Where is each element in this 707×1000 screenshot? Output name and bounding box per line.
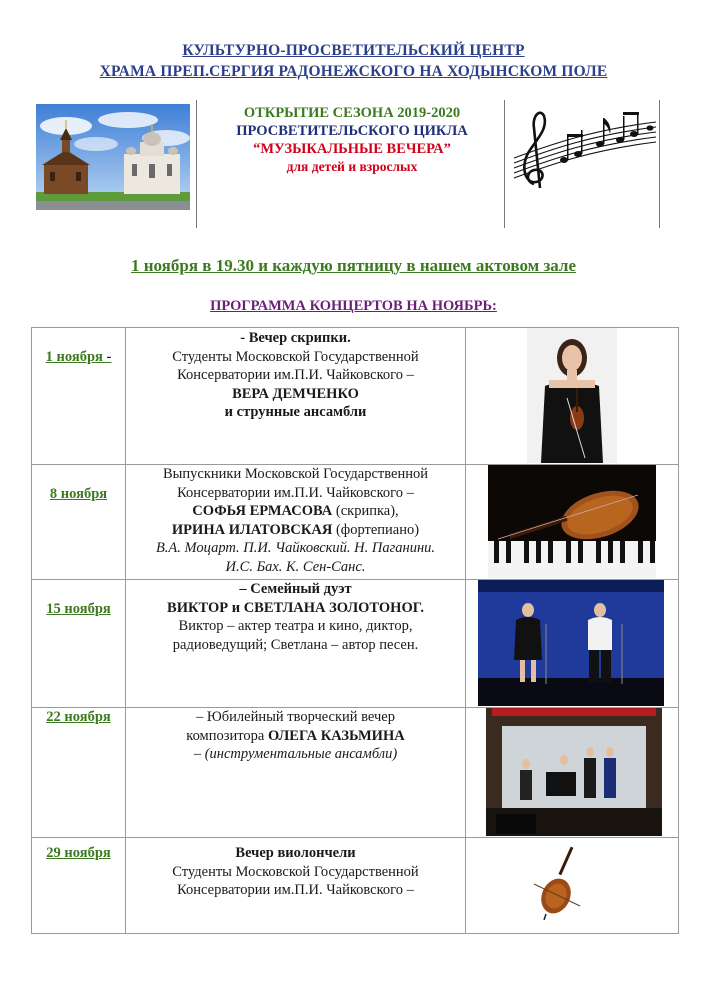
season-opening: ОТКРЫТИЕ СЕЗОНА 2019-2020 [243, 105, 461, 121]
performer-name: ОЛЕГА КАЗЬМИНА [267, 727, 405, 744]
season-announcement [202, 104, 502, 176]
concert-date: 1 ноября [45, 349, 103, 365]
concert-line: Студенты Московской Государственной [172, 863, 419, 880]
concert-line: радиоведущий; Светлана – автор песен. [172, 636, 419, 653]
musical-evenings: “МУЗЫКАЛЬНЫЕ ВЕЧЕРА” [253, 141, 451, 157]
concert-line: Консерватории им.П.И. Чайковского – [177, 882, 414, 898]
schedule-line: 1 ноября в 19.30 и каждую пятницу в нашем актовом зале [130, 256, 577, 275]
concert-title: - Вечер скрипки. [240, 330, 351, 346]
concert-program-table [31, 327, 679, 934]
table-row [32, 328, 679, 465]
composers: И.С. Бах. К. Сен-Санс. [225, 558, 366, 575]
concert-line: – Юбилейный творческий вечер [196, 709, 395, 725]
ensemble-stage-photo [486, 708, 662, 836]
banner-divider [659, 100, 660, 228]
concert-date: 8 ноября [49, 486, 108, 502]
performer-name: ИРИНА ИЛАТОВСКАЯ [171, 521, 333, 538]
concert-line: – (инструментальные ансамбли) [193, 746, 398, 762]
center-title-line-2: ХРАМА ПРЕП.СЕРГИЯ РАДОНЕЖСКОГО НА ХОДЫНСКОМ ПОЛЕ [99, 63, 608, 80]
concert-line: Выпускники Московской Государственной [163, 466, 428, 482]
concert-date: 22 ноября [46, 709, 111, 725]
concert-line: Студенты Московской Государственной [172, 348, 419, 365]
table-row [32, 465, 679, 580]
banner-divider [196, 100, 197, 228]
concert-line: композитора [186, 727, 268, 744]
music-notes-icon [512, 104, 658, 190]
program-title: ПРОГРАММА КОНЦЕРТОВ НА НОЯБРЬ: [210, 298, 497, 314]
concert-line: Консерватории им.П.И. Чайковского – [177, 484, 414, 501]
concert-line: Консерватории им.П.И. Чайковского – [177, 367, 414, 383]
center-title-line-1: КУЛЬТУРНО-ПРОСВЕТИТЕЛЬСКИЙ ЦЕНТР [182, 42, 525, 59]
banner-divider [504, 100, 505, 228]
concert-title: Вечер виолончели [235, 845, 356, 861]
table-row [32, 708, 679, 838]
audience: для детей и взрослых [286, 159, 418, 174]
composers: В.А. Моцарт. П.И. Чайковский. Н. Паганини. [155, 540, 436, 556]
instrument: (фортепиано) [332, 521, 420, 538]
cycle-title: ПРОСВЕТИТЕЛЬСКОГО ЦИКЛА [236, 123, 468, 139]
table-row [32, 580, 679, 708]
performer-name: ВЕРА ДЕМЧЕНКО [232, 385, 359, 402]
concert-date: 29 ноября [46, 845, 111, 861]
concert-title: – Семейный дуэт [239, 581, 352, 597]
performer-name: ВИКТОР и СВЕТЛАНА ЗОЛОТОНОГ. [167, 599, 424, 616]
date-dash: - [102, 349, 112, 365]
cello-icon [530, 844, 590, 920]
concert-date: 15 ноября [46, 601, 111, 617]
duo-stage-photo [478, 580, 664, 706]
instrument: (скрипка), [332, 503, 399, 519]
performer-name: СОФЬЯ ЕРМАСОВА [192, 503, 333, 519]
table-row [32, 838, 679, 934]
violin-piano-photo [488, 465, 656, 578]
season-banner [30, 100, 660, 228]
concert-line: и струнные ансамбли [224, 404, 367, 420]
concert-line: Виктор – актер театра и кино, диктор, [178, 618, 413, 634]
church-photo [36, 104, 190, 210]
violinist-photo [527, 328, 617, 463]
